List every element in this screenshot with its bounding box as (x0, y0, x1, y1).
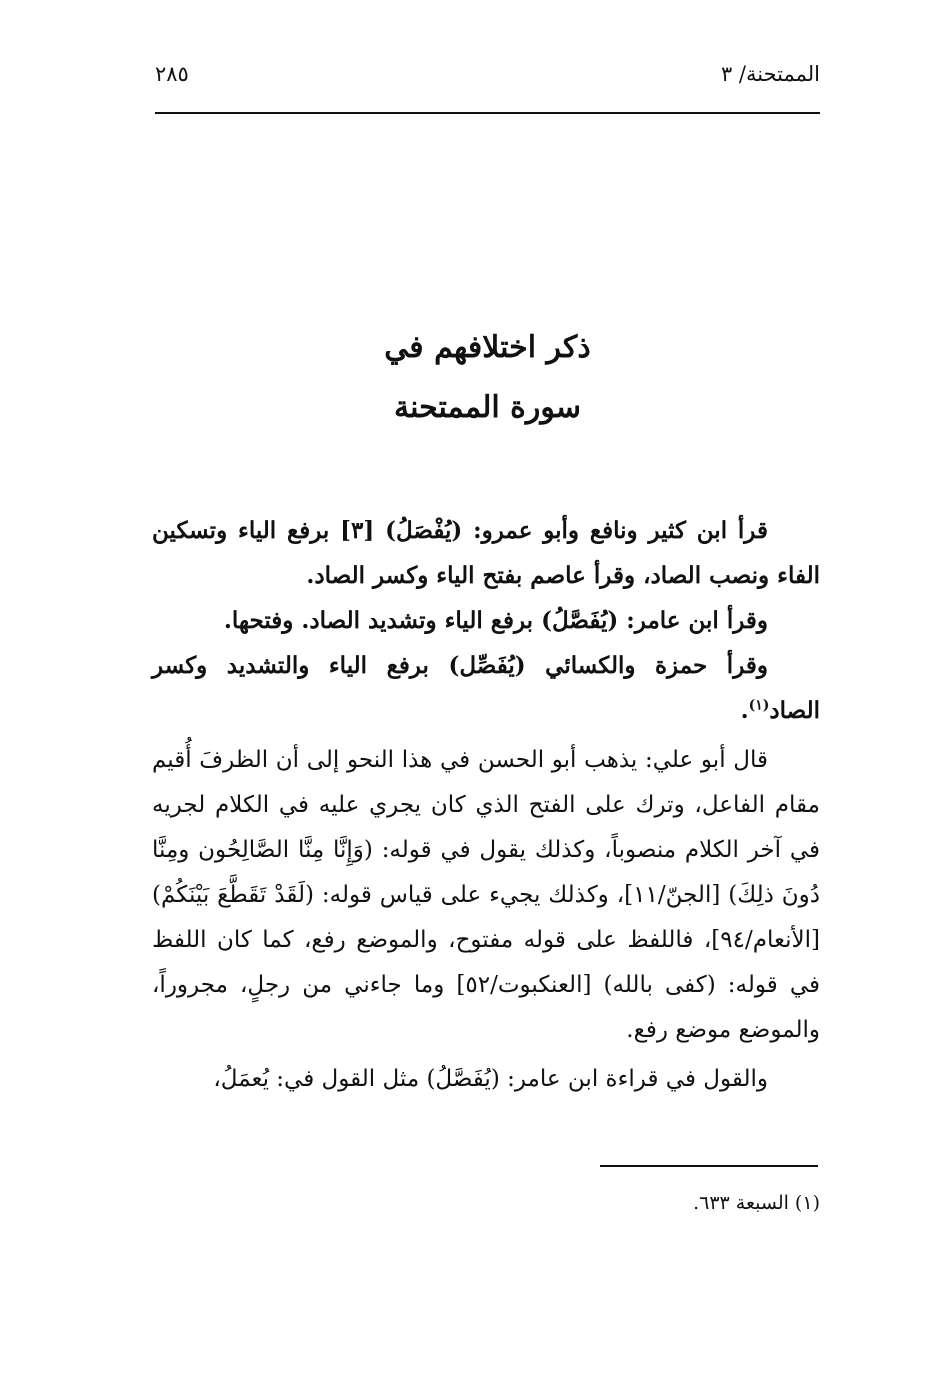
paragraph-readings-3-end: . (740, 697, 749, 724)
paragraph-readings-3-text: وقرأ حمزة والكسائي (يُفَصِّل) برفع الياء والتشديد وكسر الصاد (152, 652, 820, 724)
header-rule (155, 112, 820, 114)
footnote: (١) السبعة ٦٣٣. (693, 1192, 820, 1214)
paragraph-readings-3 (152, 643, 820, 733)
chapter-title-line-2: سورة الممتحنة (393, 390, 581, 425)
paragraph-readings-1: قرأ ابن كثير ونافع وأبو عمرو: (يُفْصَلُ) [٣] برفع الياء وتسكين الفاء ونصب الصاد، وقرأ عاصم بفتح الياء وكسر الصاد. (152, 517, 820, 589)
readings-section (152, 508, 820, 733)
page-header (155, 62, 820, 96)
page-number: ٢٨٥ (155, 62, 189, 86)
chapter-title-line-1: ذكر اختلافهم في (384, 330, 591, 365)
paragraph-commentary-1: قال أبو علي: يذهب أبو الحسن في هذا النحو إلى أن الظرفَ أُقيم مقام الفاعل، وترك على الفتح الذي كان يجري عليه في الكلام لجريه في آخر الكلام منصوباً، وكذلك يقول في قوله: (وَإِنَّا مِنَّا الصَّالِحُون ومِنَّا دُونَ ذلِكَ) [الجنّ/١١]، وكذلك يجيء على قياس قوله: (لَقَدْ تَقَطَّعَ بَيْنَكُمْ) [الأنعام/٩٤]، فاللفظ على قوله مفتوح، والموضع رفع، كما كان اللفظ في قوله: (كفى بالله) [العنكبوت/٥٢] وما جاءني من رجلٍ، مجروراً، والموضع موضع رفع. (152, 747, 820, 1043)
footnote-reference: (١) (748, 697, 770, 714)
paragraph-readings-2: وقرأ ابن عامر: (يُفَصَّلُ) برفع الياء وتشديد الصاد. وفتحها. (223, 607, 768, 634)
commentary-section (152, 738, 820, 1102)
footnote-rule (600, 1165, 818, 1167)
running-title: الممتحنة/ ٣ (720, 62, 820, 86)
paragraph-commentary-2: والقول في قراءة ابن عامر: (يُفَصَّلُ) مثل القول في: يُعمَلُ، (213, 1066, 768, 1092)
